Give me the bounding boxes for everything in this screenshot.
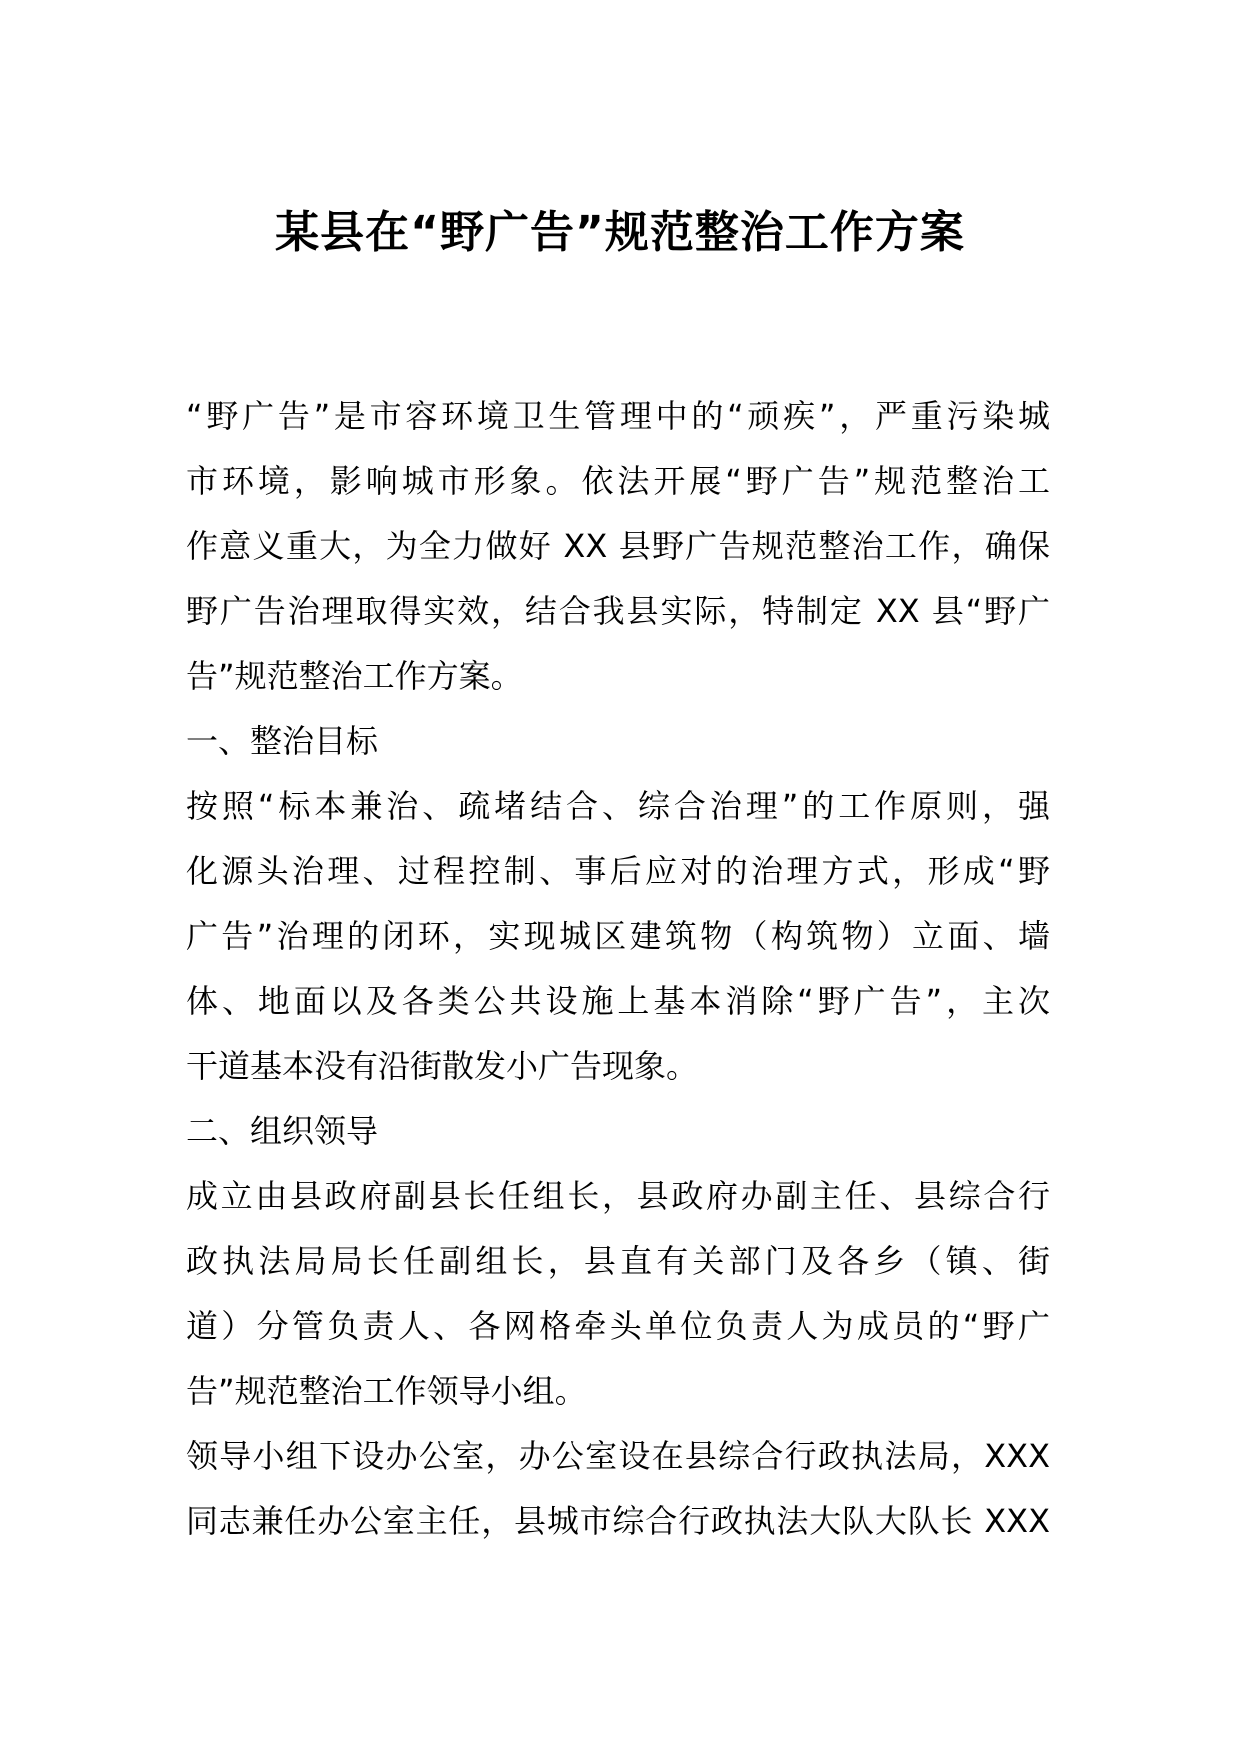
document-title: 某县在“野广告”规范整治工作方案 bbox=[275, 207, 965, 258]
paragraph-line: 政执法局局长任副组长，县直有关部门及各乡（镇、街 bbox=[186, 1242, 1050, 1280]
paragraph-line: 干道基本没有沿街散发小广告现象。 bbox=[186, 1047, 699, 1085]
paragraph-line: 告”规范整治工作方案。 bbox=[186, 657, 523, 695]
section-heading: 一、整治目标 bbox=[186, 722, 379, 760]
paragraph-line: 告”规范整治工作领导小组。 bbox=[186, 1372, 587, 1410]
paragraph-line: 作意义重大，为全力做好 XX 县野广告规范整治工作，确保 bbox=[186, 527, 1050, 565]
paragraph-line: 成立由县政府副县长任组长，县政府办副主任、县综合行 bbox=[186, 1177, 1050, 1215]
paragraph-line: 按照“标本兼治、疏堵结合、综合治理”的工作原则，强 bbox=[186, 787, 1050, 825]
document-body bbox=[186, 384, 1050, 1554]
paragraph-line: 市环境，影响城市形象。依法开展“野广告”规范整治工 bbox=[186, 462, 1050, 500]
section-heading: 二、组织领导 bbox=[186, 1112, 379, 1150]
paragraph-line: 体、地面以及各类公共设施上基本消除“野广告”，主次 bbox=[186, 982, 1050, 1020]
paragraph-line: 领导小组下设办公室，办公室设在县综合行政执法局，XXX bbox=[186, 1437, 1050, 1475]
paragraph-line: “野广告”是市容环境卫生管理中的“顽疾”，严重污染城 bbox=[186, 397, 1050, 435]
paragraph-line: 广告”治理的闭环，实现城区建筑物（构筑物）立面、墙 bbox=[186, 917, 1050, 955]
paragraph-line: 化源头治理、过程控制、事后应对的治理方式，形成“野 bbox=[186, 852, 1050, 890]
paragraph-line: 同志兼任办公室主任，县城市综合行政执法大队大队长 XXX bbox=[186, 1502, 1050, 1540]
paragraph-line: 野广告治理取得实效，结合我县实际，特制定 XX 县“野广 bbox=[186, 592, 1050, 630]
paragraph-line: 道）分管负责人、各网格牵头单位负责人为成员的“野广 bbox=[186, 1307, 1050, 1345]
